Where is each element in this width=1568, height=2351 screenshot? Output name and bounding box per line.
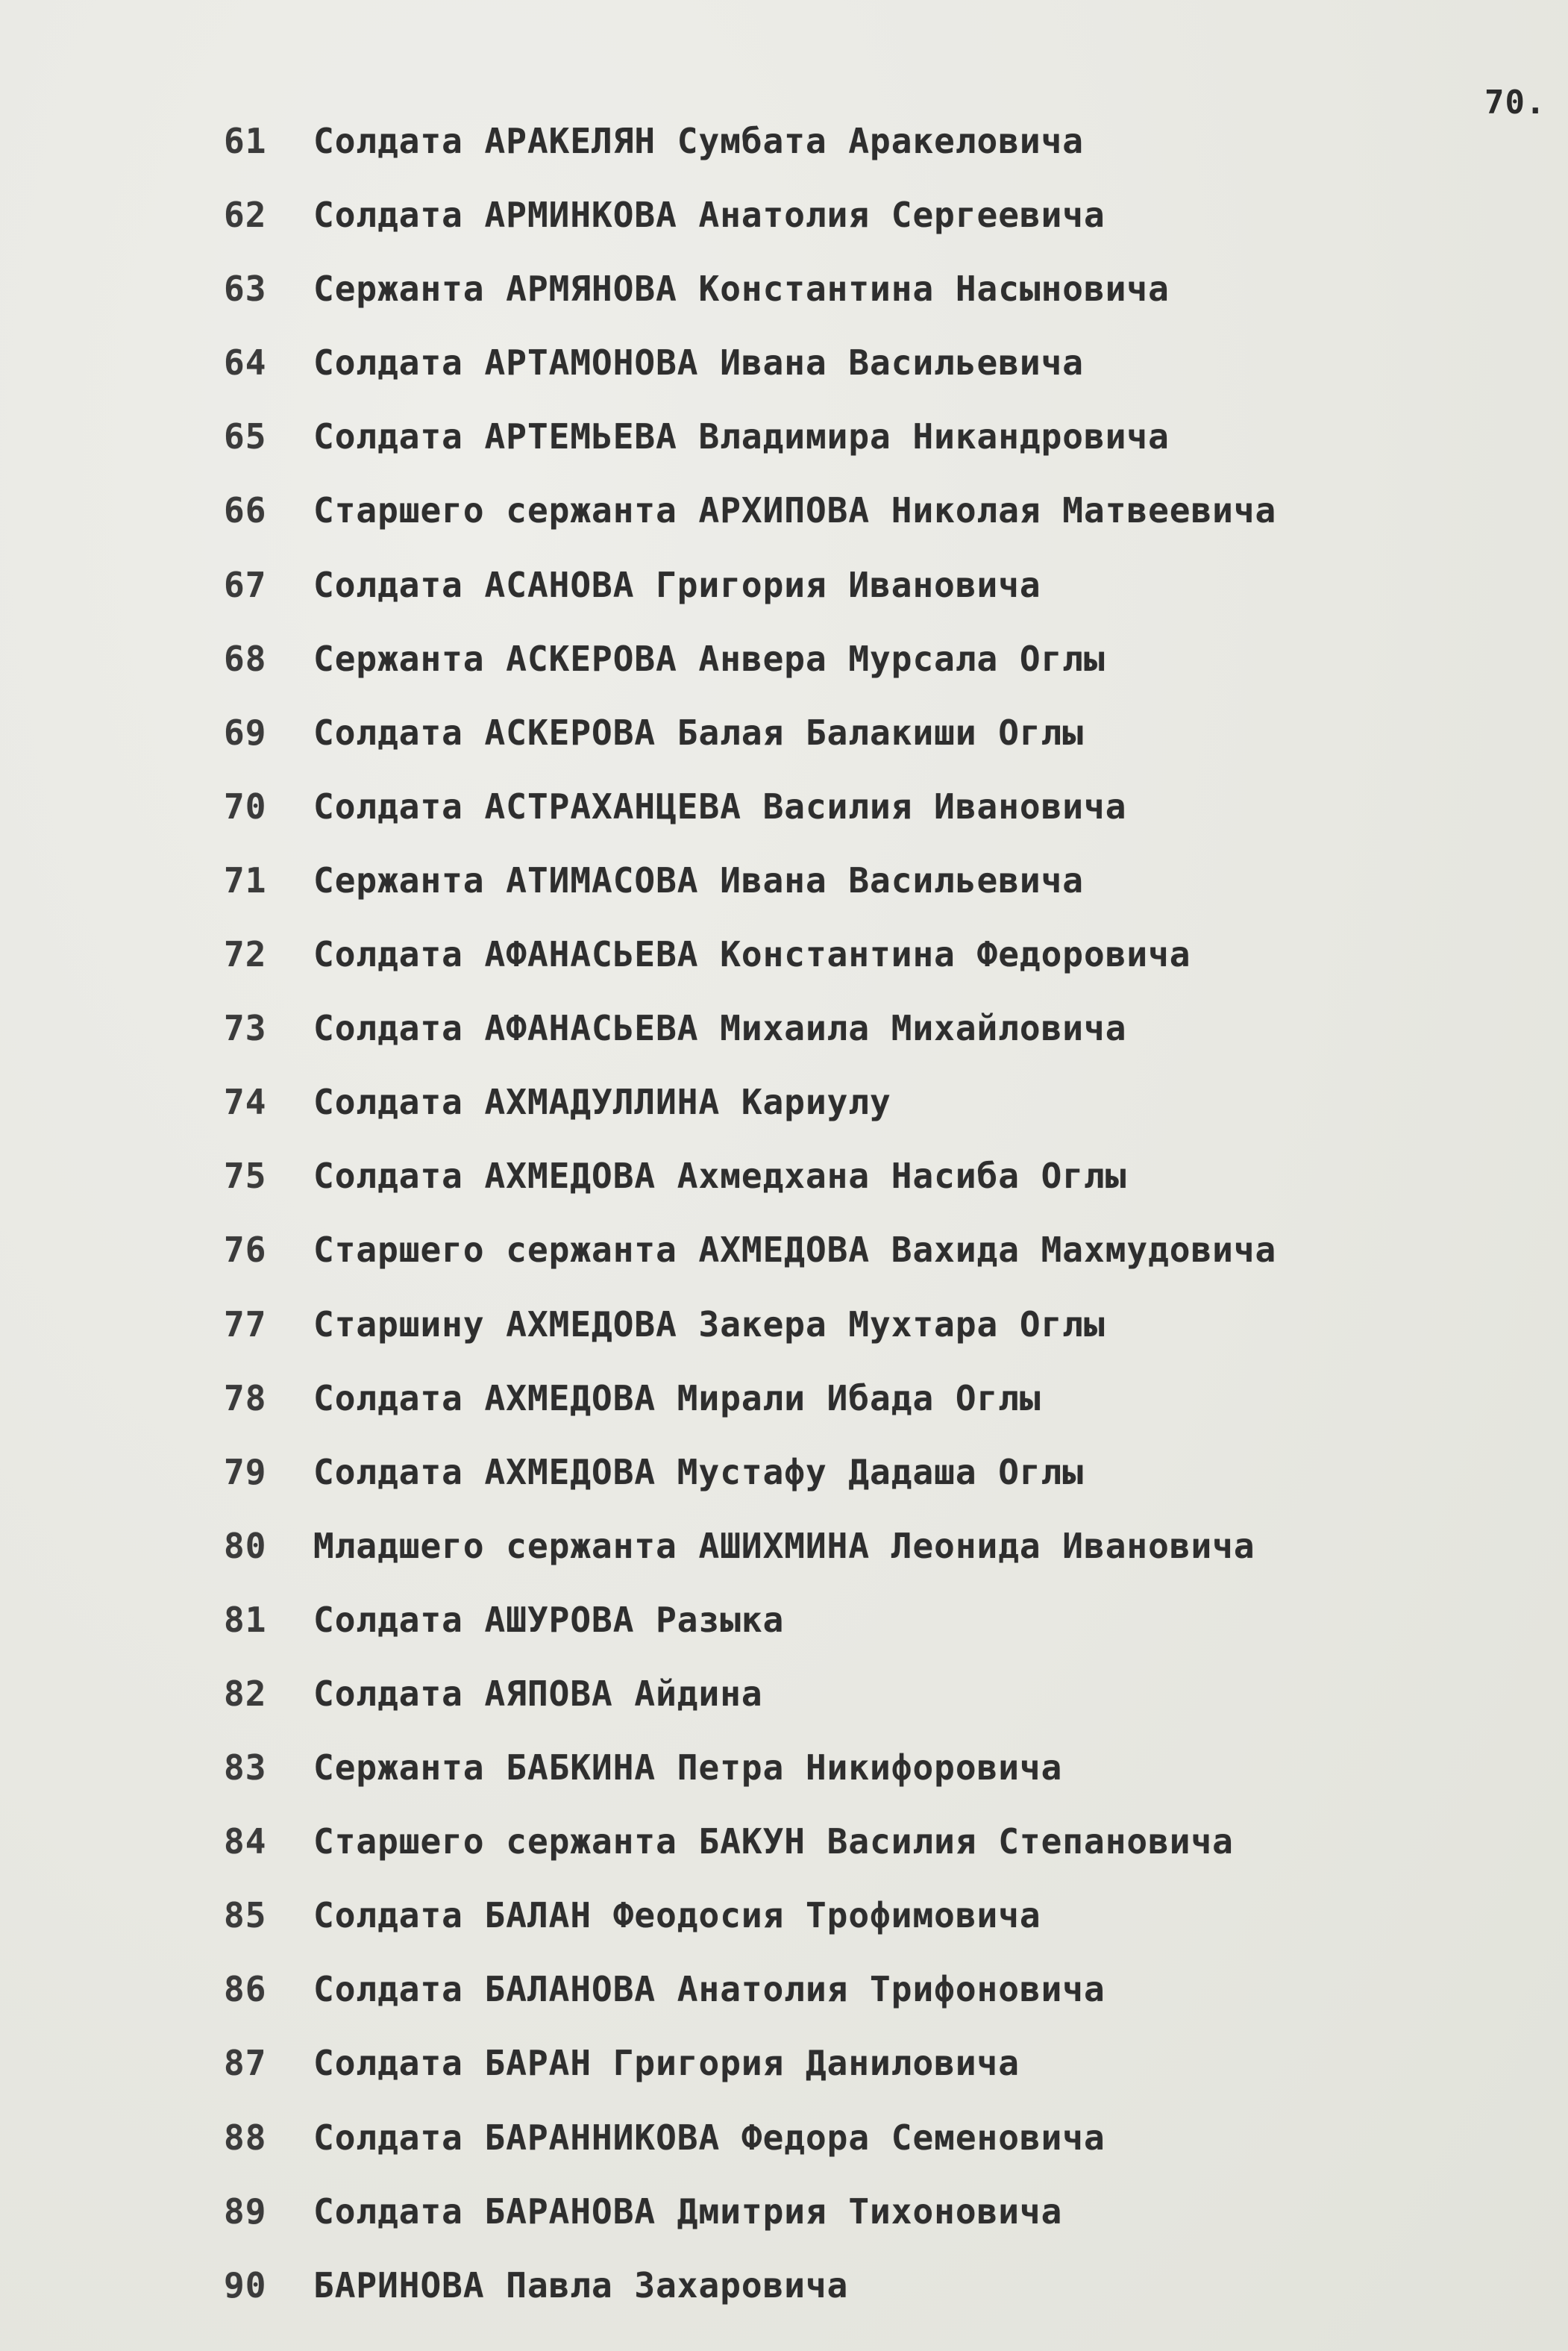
- item-text: Сержанта АСКЕРОВА Анвера Мурсала Оглы: [313, 638, 1106, 679]
- item-number: 75: [224, 1156, 267, 1197]
- list-item: [224, 1953, 1522, 2026]
- list-item: [224, 1657, 1522, 1731]
- item-number: 85: [224, 1895, 267, 1936]
- item-text: Солдата АСКЕРОВА Балая Балакиши Оглы: [313, 712, 1084, 753]
- list-item: [224, 1213, 1522, 1287]
- list-item: [224, 1288, 1522, 1362]
- item-text: БАРИНОВА Павла Захаровича: [313, 2264, 849, 2305]
- item-number: 77: [224, 1303, 267, 1344]
- list-item: [224, 400, 1522, 474]
- item-number: 86: [224, 1969, 267, 2010]
- item-number: 63: [224, 269, 267, 310]
- item-number: 79: [224, 1451, 267, 1492]
- list-item: [224, 770, 1522, 844]
- item-text: Солдата АШУРОВА Разыка: [313, 1599, 785, 1640]
- item-number: 73: [224, 1008, 267, 1049]
- item-number: 90: [224, 2264, 267, 2305]
- item-number: 83: [224, 1747, 267, 1788]
- item-text: Младшего сержанта АШИХМИНА Леонида Ивановича: [313, 1525, 1255, 1566]
- page-number: 70.: [1484, 84, 1546, 122]
- list-item: [224, 1805, 1522, 1879]
- list-item: [224, 104, 1522, 178]
- item-number: 66: [224, 490, 267, 531]
- list-item: [224, 1139, 1522, 1213]
- list-item: [224, 1065, 1522, 1139]
- item-text: Солдата АРМИНКОВА Анатолия Сергеевича: [313, 195, 1106, 236]
- item-text: Сержанта БАБКИНА Петра Никифоровича: [313, 1747, 1063, 1788]
- item-text: Солдата АСТРАХАНЦЕВА Василия Ивановича: [313, 786, 1127, 827]
- item-text: Старшину АХМЕДОВА Закера Мухтара Оглы: [313, 1303, 1106, 1344]
- item-text: Сержанта АТИМАСОВА Ивана Васильевича: [313, 860, 1084, 901]
- item-text: Солдата АФАНАСЬЕВА Константина Федоровича: [313, 934, 1191, 975]
- list-item: [224, 548, 1522, 622]
- award-list: [224, 104, 1522, 2323]
- list-item: [224, 1879, 1522, 1953]
- item-number: 74: [224, 1082, 267, 1123]
- item-text: Солдата АСАНОВА Григория Ивановича: [313, 564, 1041, 605]
- item-text: Солдата АХМЕДОВА Мустафу Дадаша Оглы: [313, 1451, 1084, 1492]
- item-number: 67: [224, 564, 267, 605]
- item-number: 70: [224, 786, 267, 827]
- item-number: 76: [224, 1230, 267, 1271]
- item-number: 84: [224, 1821, 267, 1862]
- list-item: [224, 1731, 1522, 1805]
- item-number: 62: [224, 195, 267, 236]
- list-item: [224, 326, 1522, 400]
- list-item: [224, 696, 1522, 770]
- item-number: 69: [224, 712, 267, 753]
- item-number: 72: [224, 934, 267, 975]
- list-item: [224, 844, 1522, 918]
- list-item: [224, 918, 1522, 992]
- item-number: 65: [224, 416, 267, 457]
- item-number: 78: [224, 1377, 267, 1418]
- item-number: 71: [224, 860, 267, 901]
- item-text: Солдата АХМЕДОВА Ахмедхана Насиба Оглы: [313, 1156, 1127, 1197]
- item-text: Старшего сержанта БАКУН Василия Степановича: [313, 1821, 1234, 1862]
- item-text: Старшего сержанта АРХИПОВА Николая Матвеевича: [313, 490, 1277, 531]
- item-text: Старшего сержанта АХМЕДОВА Вахида Махмудовича: [313, 1230, 1277, 1271]
- list-item: [224, 1436, 1522, 1509]
- list-item: [224, 2249, 1522, 2323]
- list-item: [224, 252, 1522, 326]
- item-text: Солдата АРАКЕЛЯН Сумбата Аракеловича: [313, 121, 1084, 161]
- item-number: 89: [224, 2191, 267, 2232]
- list-item: [224, 622, 1522, 696]
- item-number: 82: [224, 1673, 267, 1714]
- item-text: Солдата АРТАМОНОВА Ивана Васильевича: [313, 342, 1084, 384]
- list-item: [224, 178, 1522, 252]
- item-text: Солдата БАРАН Григория Даниловича: [313, 2043, 1020, 2084]
- item-text: Солдата БАЛАНОВА Анатолия Трифоновича: [313, 1969, 1106, 2010]
- item-text: Солдата АЯПОВА Айдина: [313, 1673, 763, 1714]
- list-item: [224, 2175, 1522, 2249]
- item-text: Солдата АХМАДУЛЛИНА Кариулу: [313, 1082, 891, 1123]
- list-item: [224, 1583, 1522, 1657]
- item-text: Сержанта АРМЯНОВА Константина Насыновича: [313, 269, 1170, 310]
- list-item: [224, 474, 1522, 548]
- item-text: Солдата БАРАНОВА Дмитрия Тихоновича: [313, 2191, 1063, 2232]
- list-item: [224, 1362, 1522, 1436]
- item-number: 88: [224, 2117, 267, 2158]
- item-number: 61: [224, 121, 267, 161]
- list-item: [224, 1509, 1522, 1583]
- item-text: Солдата АРТЕМЬЕВА Владимира Никандровича: [313, 416, 1170, 457]
- item-text: Солдата БАРАННИКОВА Федора Семеновича: [313, 2117, 1106, 2158]
- item-number: 68: [224, 638, 267, 679]
- item-number: 64: [224, 342, 267, 384]
- item-number: 81: [224, 1599, 267, 1640]
- list-item: [224, 2026, 1522, 2100]
- item-text: Солдата БАЛАН Феодосия Трофимовича: [313, 1895, 1041, 1936]
- item-text: Солдата АХМЕДОВА Мирали Ибада Оглы: [313, 1377, 1041, 1418]
- item-number: 80: [224, 1525, 267, 1566]
- item-text: Солдата АФАНАСЬЕВА Михаила Михайловича: [313, 1008, 1127, 1049]
- list-item: [224, 992, 1522, 1065]
- list-item: [224, 2101, 1522, 2175]
- item-number: 87: [224, 2043, 267, 2084]
